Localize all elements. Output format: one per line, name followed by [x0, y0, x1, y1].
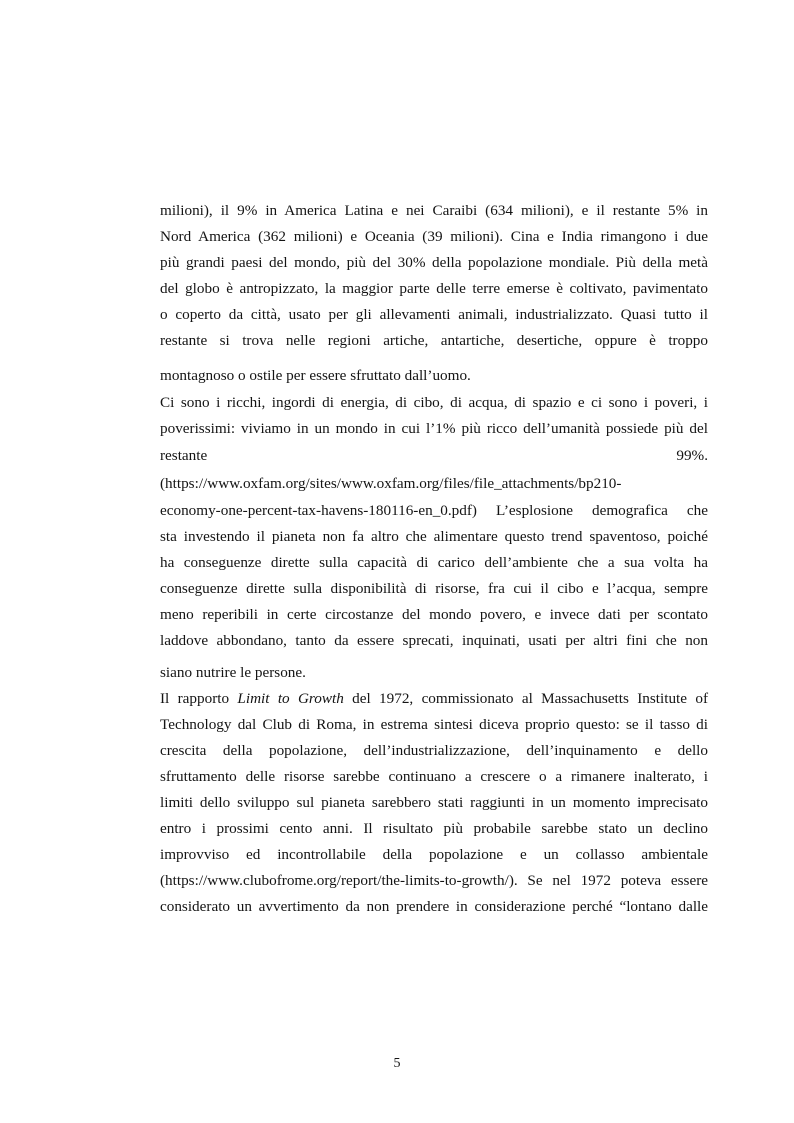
text-line: Technology dal Club di Roma, in estrema sintesi diceva proprio questo: se il tasso di	[160, 716, 708, 733]
text-line: Nord America (362 milioni) e Oceania (39 milioni). Cina e India rimangono i due	[160, 228, 708, 245]
text-line: ha conseguenze dirette sulla capacità di carico dell’ambiente che a sua volta ha	[160, 554, 708, 571]
text-word: 99%.	[676, 447, 708, 464]
text-word: restante	[160, 447, 208, 464]
text-line: più grandi paesi del mondo, più del 30% della popolazione mondiale. Più della metà	[160, 254, 708, 271]
text-line: del globo è antropizzato, la maggior parte delle terre emerse è coltivato, pavimentato	[160, 280, 708, 297]
text-line: entro i prossimi cento anni. Il risultato più probabile sarebbe stato un declino	[160, 820, 708, 837]
text-line: crescita della popolazione, dell’industrializzazione, dell’inquinamento e dello	[160, 742, 708, 759]
text-line: montagnoso o ostile per essere sfruttato dall’uomo.	[160, 367, 471, 384]
text-line: laddove abbondano, tanto da essere sprecati, inquinati, usati per altri fini che non	[160, 632, 708, 649]
text-line: improvviso ed incontrollabile della popolazione e un collasso ambientale	[160, 846, 708, 863]
text-line: Ci sono i ricchi, ingordi di energia, di cibo, di acqua, di spazio e ci sono i poveri, i	[160, 394, 708, 411]
text-line: siano nutrire le persone.	[160, 664, 306, 681]
text-line: meno reperibili in certe circostanze del mondo povero, e invece dati per scontato	[160, 606, 708, 623]
text-line	[160, 689, 708, 709]
text-line: sta investendo il pianeta non fa altro che alimentare questo trend spaventoso, poiché	[160, 528, 708, 545]
report-title: Limit to Growth	[237, 690, 344, 707]
text-line: economy-one-percent-tax-havens-180116-en_0.pdf) L’esplosione demografica che	[160, 502, 708, 519]
text-line	[160, 446, 708, 466]
text-line: milioni), il 9% in America Latina e nei Caraibi (634 milioni), e il restante 5% in	[160, 202, 708, 219]
text-line: o coperto da città, usato per gli allevamenti animali, industrializzato. Quasi tutto il	[160, 306, 708, 323]
text-line: conseguenze dirette sulla disponibilità di risorse, fra cui il cibo e l’acqua, sempre	[160, 580, 708, 597]
text-line: limiti dello sviluppo sul pianeta sarebbero stati raggiunti in un momento imprecisato	[160, 794, 708, 811]
text-line: poverissimi: viviamo in un mondo in cui l’1% più ricco dell’umanità possiede più del	[160, 420, 708, 437]
page-number: 5	[393, 1056, 401, 1071]
text-line: restante si trova nelle regioni artiche, antartiche, desertiche, oppure è troppo	[160, 332, 708, 349]
clubofrome-link-text: (https://www.clubofrome.org/report/the-limits-to-growth/). Se nel 1972 poteva essere	[160, 872, 708, 889]
text-run: del 1972, commissionato al Massachusetts Institute of	[343, 690, 708, 707]
text-line: considerato un avvertimento da non prendere in considerazione perché “lontano dalle	[160, 898, 708, 915]
oxfam-link-text: (https://www.oxfam.org/sites/www.oxfam.org/files/file_attachments/bp210-	[160, 475, 622, 492]
text-line: sfruttamento delle risorse sarebbe continuano a crescere o a rimanere inalterato, i	[160, 768, 708, 785]
text-run: Il rapporto	[160, 690, 238, 707]
